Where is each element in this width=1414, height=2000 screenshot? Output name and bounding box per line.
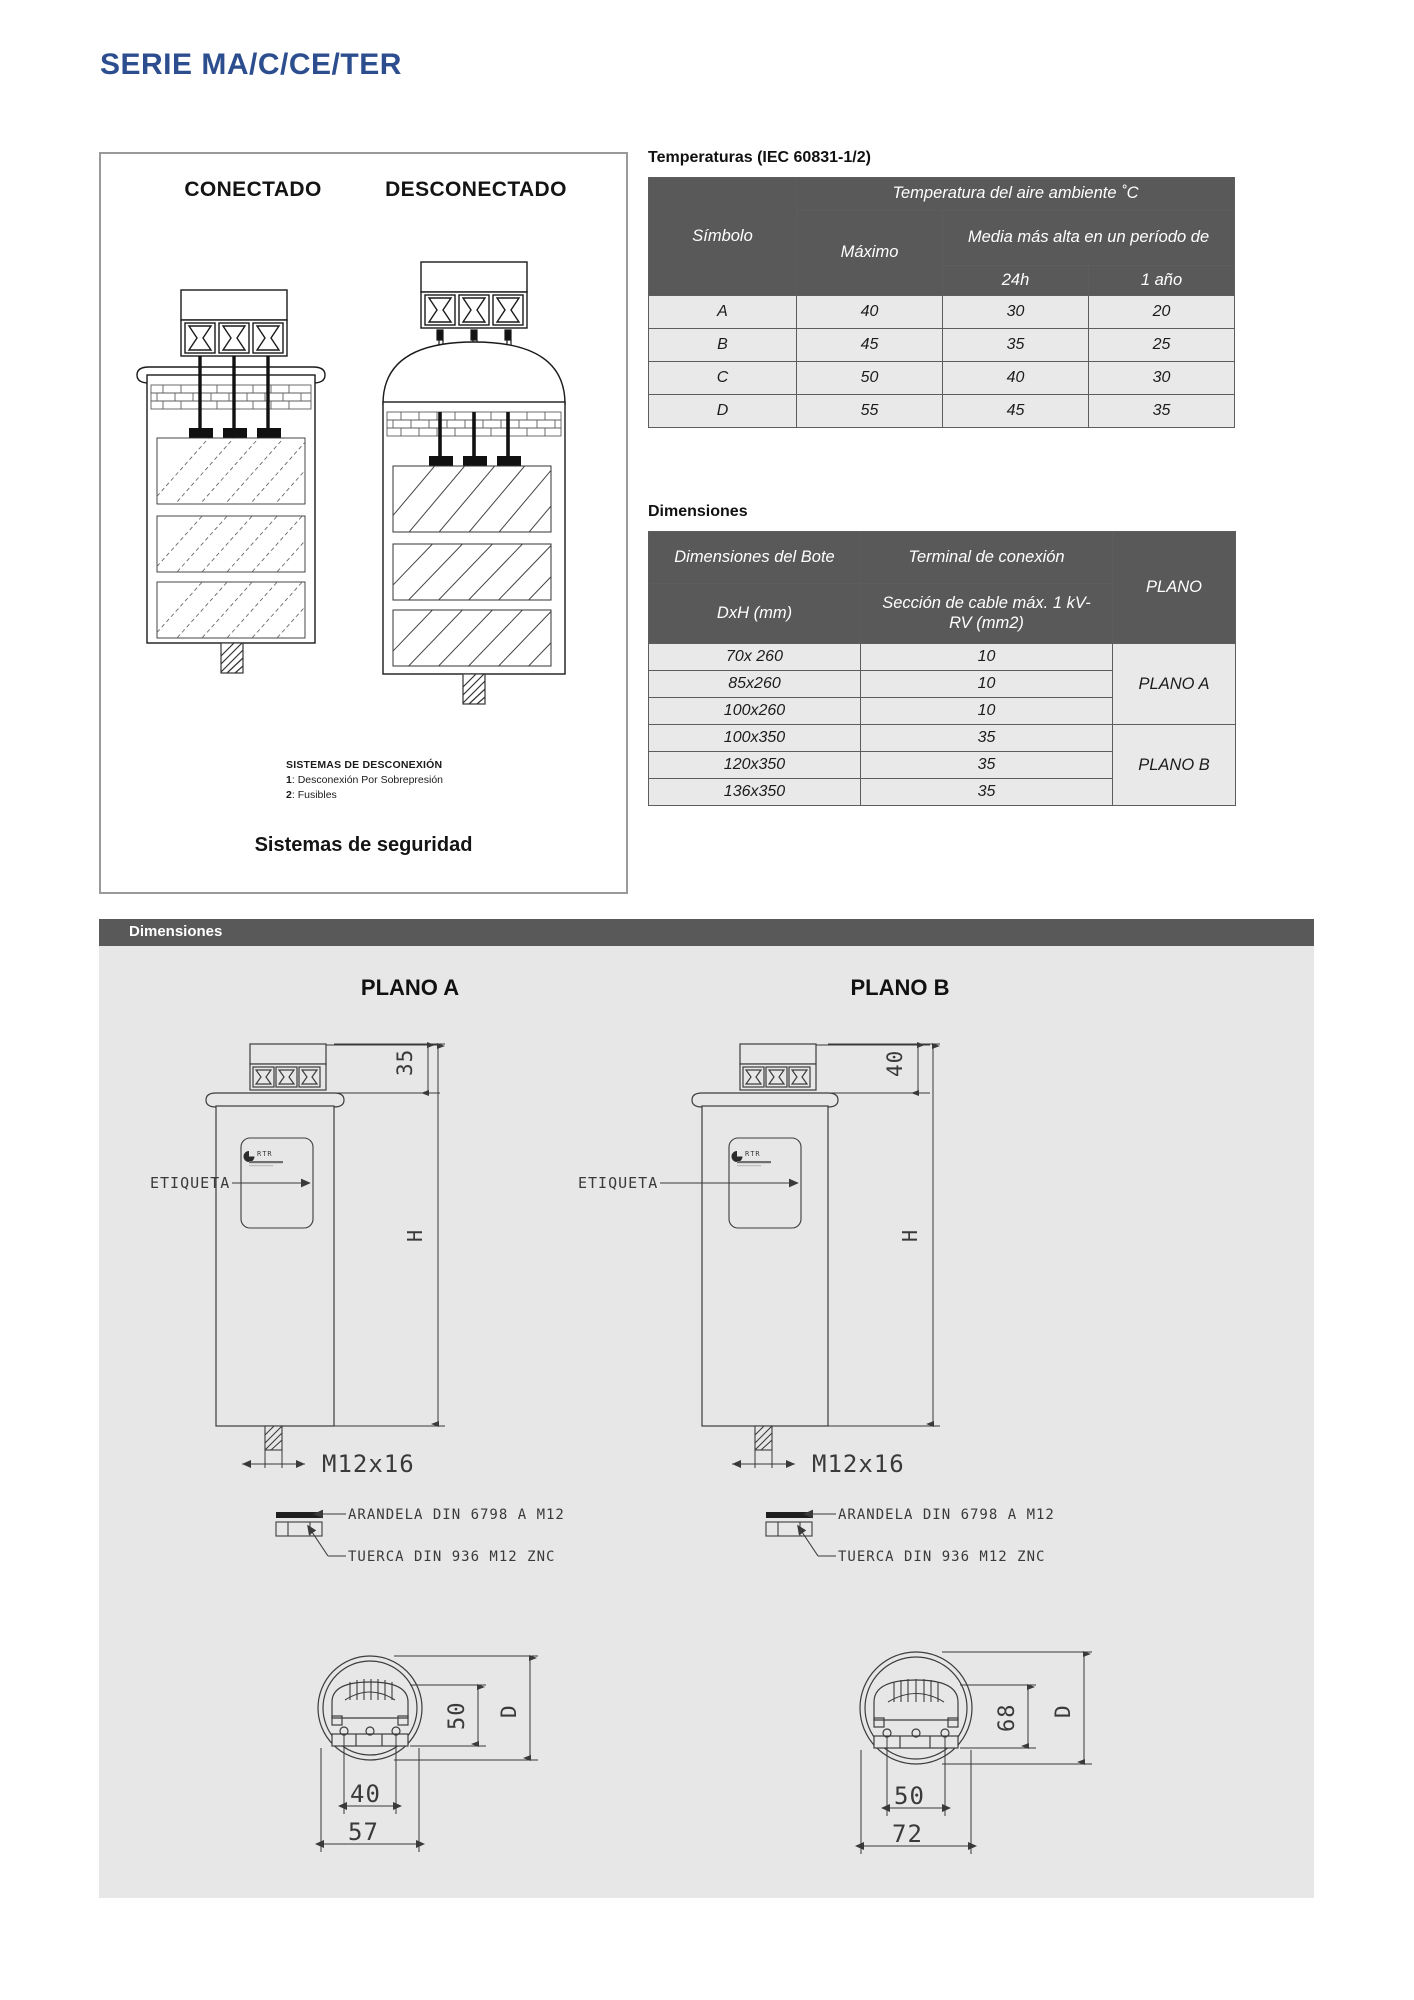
table-row (649, 725, 1236, 752)
plano-b-side-view (578, 1020, 1070, 1580)
base-width-label: 57 (348, 1818, 379, 1846)
cell-simbolo: B (649, 329, 797, 362)
cell-maximo: 50 (797, 362, 943, 395)
cell-24h: 40 (943, 362, 1089, 395)
header-dxh: DxH (mm) (649, 584, 861, 644)
header-maximo: Máximo (797, 211, 943, 296)
disconnected-heading: DESCONECTADO (385, 178, 567, 201)
disconnection-systems-legend (286, 758, 443, 804)
svg-text:RTR: RTR (257, 1150, 273, 1158)
header-24h: 24h (943, 266, 1089, 296)
inner-dimension-label: 50 (445, 1701, 470, 1730)
cell-1year: 25 (1089, 329, 1235, 362)
washer-nut-detail (276, 1507, 565, 1565)
cell-seccion: 35 (861, 725, 1113, 752)
cell-24h: 45 (943, 395, 1089, 428)
cell-seccion: 10 (861, 671, 1113, 698)
cell-dxh: 120x350 (649, 752, 861, 779)
cell-simbolo: C (649, 362, 797, 395)
thread-spec-label: M12x16 (322, 1450, 415, 1478)
cell-maximo: 40 (797, 296, 943, 329)
cell-24h: 30 (943, 296, 1089, 329)
height-dimension-label: H (898, 1228, 922, 1242)
cell-seccion: 10 (861, 644, 1113, 671)
legend-item-1: 1: Desconexión Por Sobrepresión (286, 774, 444, 787)
diameter-dimension-label: D (1051, 1704, 1075, 1718)
etiqueta-label: ETIQUETA (578, 1174, 659, 1192)
table-header-row (649, 532, 1236, 584)
table-row (649, 329, 1235, 362)
legend-item-2-text: Fusibles (297, 789, 337, 802)
page-title: SERIE MA/C/CE/TER (100, 48, 402, 81)
cell-maximo: 55 (797, 395, 943, 428)
cell-dxh: 100x350 (649, 725, 861, 752)
header-bote-dimensions: Dimensiones del Bote (649, 532, 861, 584)
hole-spacing-label: 40 (350, 1780, 381, 1808)
connected-heading: CONECTADO (184, 178, 322, 201)
cell-1year: 30 (1089, 362, 1235, 395)
dimensiones-banner-label: Dimensiones (129, 923, 223, 940)
header-seccion-cable: Sección de cable máx. 1 kV-RV (mm2) (861, 584, 1113, 644)
header-terminal-conexion: Terminal de conexión (861, 532, 1113, 584)
plano-b-title: PLANO B (850, 975, 950, 1000)
diameter-dimension-label: D (497, 1704, 521, 1718)
disconnected-capacitor-diagram (359, 244, 589, 724)
inner-dimension-label: 68 (995, 1703, 1020, 1732)
temperaturas-table (648, 177, 1235, 428)
plano-b-bottom-view (830, 1630, 1130, 1880)
cell-seccion: 35 (861, 752, 1113, 779)
plano-a-title: PLANO A (360, 975, 460, 1000)
temperaturas-table-label: Temperaturas (IEC 60831-1/2) (648, 149, 871, 166)
safety-systems-panel (99, 152, 628, 894)
washer-note-label: ARANDELA DIN 6798 A M12 (838, 1507, 1055, 1523)
dimensiones-table (648, 531, 1236, 806)
header-ambient-temp: Temperatura del aire ambiente ˚C (797, 178, 1235, 211)
cell-1year: 20 (1089, 296, 1235, 329)
cell-1year: 35 (1089, 395, 1235, 428)
dimensiones-table-label: Dimensiones (648, 503, 748, 520)
etiqueta-label: ETIQUETA (150, 1174, 231, 1192)
cell-simbolo: A (649, 296, 797, 329)
cell-dxh: 136x350 (649, 779, 861, 806)
header-1-year: 1 año (1089, 266, 1235, 296)
table-row (649, 362, 1235, 395)
cell-seccion: 10 (861, 698, 1113, 725)
cell-maximo: 45 (797, 329, 943, 362)
base-width-label: 72 (892, 1820, 923, 1848)
hole-spacing-label: 50 (894, 1782, 925, 1810)
dimensiones-banner (99, 919, 1314, 946)
height-dimension-label: H (403, 1228, 427, 1242)
cell-plano-a: PLANO A (1113, 644, 1236, 725)
header-media-periodo: Media más alta en un período de (943, 211, 1235, 266)
thread-spec-label: M12x16 (812, 1450, 905, 1478)
legend-item-2-number: 2 (286, 789, 292, 802)
plano-a-side-view (150, 1020, 580, 1580)
cell-dxh: 100x260 (649, 698, 861, 725)
cell-seccion: 35 (861, 779, 1113, 806)
nut-note-label: TUERCA DIN 936 M12 ZNC (348, 1549, 556, 1565)
top-dimension-label: 40 (883, 1049, 907, 1077)
washer-note-label: ARANDELA DIN 6798 A M12 (348, 1507, 565, 1523)
svg-text:RTR: RTR (745, 1150, 761, 1158)
legend-title: SISTEMAS DE DESCONEXIÓN (286, 759, 443, 771)
legend-item-1-number: 1 (286, 774, 292, 787)
connected-capacitor-diagram (123, 272, 343, 722)
table-row (649, 296, 1235, 329)
header-plano: PLANO (1113, 532, 1236, 644)
top-dimension-label: 35 (393, 1048, 417, 1076)
table-row (649, 644, 1236, 671)
legend-item-1-text: Desconexión Por Sobrepresión (297, 774, 444, 787)
cell-simbolo: D (649, 395, 797, 428)
cell-dxh: 70x 260 (649, 644, 861, 671)
header-simbolo: Símbolo (649, 178, 797, 296)
washer-nut-detail (766, 1507, 1055, 1565)
safety-panel-caption: Sistemas de seguridad (254, 834, 473, 856)
plano-a-bottom-view (290, 1630, 570, 1880)
legend-item-2: 2: Fusibles (286, 789, 337, 802)
cell-dxh: 85x260 (649, 671, 861, 698)
cell-plano-b: PLANO B (1113, 725, 1236, 806)
table-header-row (649, 178, 1235, 211)
nut-note-label: TUERCA DIN 936 M12 ZNC (838, 1549, 1046, 1565)
cell-24h: 35 (943, 329, 1089, 362)
table-row (649, 395, 1235, 428)
